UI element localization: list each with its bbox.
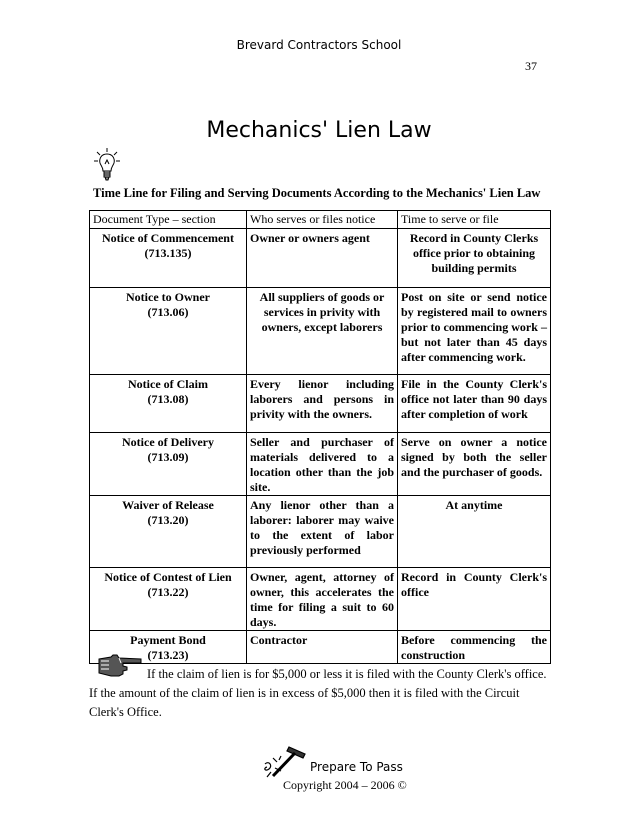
document-type-cell (90, 288, 247, 375)
document-name: Payment Bond (130, 633, 206, 647)
table-row (90, 433, 551, 496)
document-section: (713.08) (147, 392, 189, 406)
lightbulb-icon (93, 147, 121, 183)
document-name: Notice to Owner (126, 290, 210, 304)
document-name: Notice of Contest of Lien (104, 570, 232, 584)
table-row (90, 229, 551, 288)
document-type-cell (90, 229, 247, 288)
document-section: (713.09) (147, 450, 189, 464)
document-name: Notice of Delivery (122, 435, 214, 449)
time-cell: Record in County Clerks office prior to obtaining building permits (398, 229, 551, 288)
document-section: (713.22) (147, 585, 189, 599)
column-header-document-type: Document Type – section (90, 211, 247, 229)
time-cell: At anytime (398, 496, 551, 568)
header-school-name: Brevard Contractors School (236, 38, 402, 52)
who-serves-cell: Owner, agent, attorney of owner, this accelerates the time for filing a suit to 60 days. (247, 568, 398, 631)
document-type-cell (90, 496, 247, 568)
document-type-cell (90, 568, 247, 631)
hammer-icon (259, 744, 309, 780)
table-row (90, 375, 551, 433)
time-cell: Before commencing the construction (398, 631, 551, 664)
document-section: (713.06) (147, 305, 189, 319)
footer-copyright: Copyright 2004 – 2006 © (283, 778, 407, 792)
who-serves-cell: Contractor (247, 631, 398, 664)
time-cell: Serve on owner a notice signed by both the seller and the purchaser of goods. (398, 433, 551, 496)
who-serves-cell: Owner or owners agent (247, 229, 398, 288)
document-section: (713.20) (147, 513, 189, 527)
who-serves-cell: Any lienor other than a laborer: laborer may waive to the extent of labor previously performed (247, 496, 398, 568)
time-cell: Post on site or send notice by registered mail to owners prior to commencing work – but not later than 45 days after commencing work. (398, 288, 551, 375)
table-row (90, 496, 551, 568)
table-header-row (90, 211, 551, 229)
document-type-cell (90, 375, 247, 433)
footer-tagline: Prepare To Pass (310, 760, 403, 774)
document-name: Notice of Claim (128, 377, 208, 391)
who-serves-cell: Seller and purchaser of materials delivered to a location other than the job site. (247, 433, 398, 496)
document-type-cell (90, 433, 247, 496)
page-title: Mechanics' Lien Law (206, 118, 432, 143)
document-section: (713.135) (144, 246, 192, 260)
lien-timeline-table (89, 210, 551, 664)
page-number: 37 (525, 59, 537, 73)
document-name: Notice of Commencement (102, 231, 234, 245)
table-row (90, 288, 551, 375)
column-header-who-serves: Who serves or files notice (247, 211, 398, 229)
who-serves-cell: All suppliers of goods or services in privity with owners, except laborers (247, 288, 398, 375)
column-header-time: Time to serve or file (398, 211, 551, 229)
table-row (90, 631, 551, 664)
lien-filing-note: If the claim of lien is for $5,000 or less it is filed with the County Clerk's office. If the amount of the claim of lien is in excess of $5,000 then it is filed with the Circuit Clerk's Office. (89, 667, 547, 719)
document-name: Waiver of Release (122, 498, 214, 512)
table-row (90, 568, 551, 631)
time-cell: Record in County Clerk's office (398, 568, 551, 631)
table-caption: Time Line for Filing and Serving Documents According to the Mechanics' Lien Law (93, 186, 541, 200)
document-section: (713.23) (147, 648, 189, 662)
who-serves-cell: Every lienor including laborers and persons in privity with the owners. (247, 375, 398, 433)
time-cell: File in the County Clerk's office not later than 90 days after completion of work (398, 375, 551, 433)
